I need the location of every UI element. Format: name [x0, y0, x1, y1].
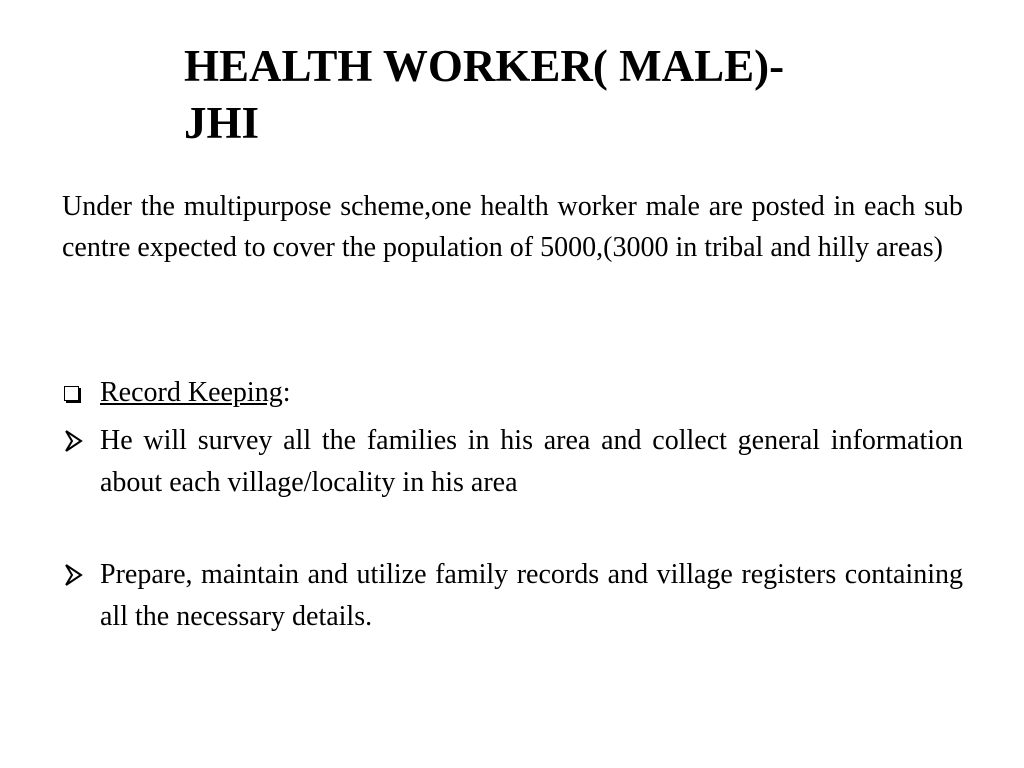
arrow-right-icon: [62, 420, 92, 462]
record-keeping-heading: Record Keeping: [100, 377, 283, 408]
record-keeping-colon: :: [282, 377, 291, 408]
page-title: [184, 38, 904, 152]
bullet-record-keeping: [62, 372, 963, 414]
arrow-right-icon: [62, 554, 92, 596]
bullet-prepare: [62, 554, 963, 638]
bullet-list: [62, 372, 963, 638]
prepare-text: Prepare, maintain and utilize family records and village registers containing all the necessary details.: [100, 559, 963, 632]
checkbox-square-icon: [62, 372, 92, 414]
title-line-1: HEALTH WORKER( MALE)-: [184, 41, 785, 91]
intro-paragraph: Under the multipurpose scheme,one health worker male are posted in each sub centre expected to cover the population of 5000,(3000 in tribal and hilly areas): [62, 191, 963, 263]
bullet-survey: [62, 420, 963, 504]
title-line-2: JHI: [184, 98, 260, 148]
survey-text: He will survey all the families in his area and collect general information about each village/locality in his area: [100, 425, 963, 498]
